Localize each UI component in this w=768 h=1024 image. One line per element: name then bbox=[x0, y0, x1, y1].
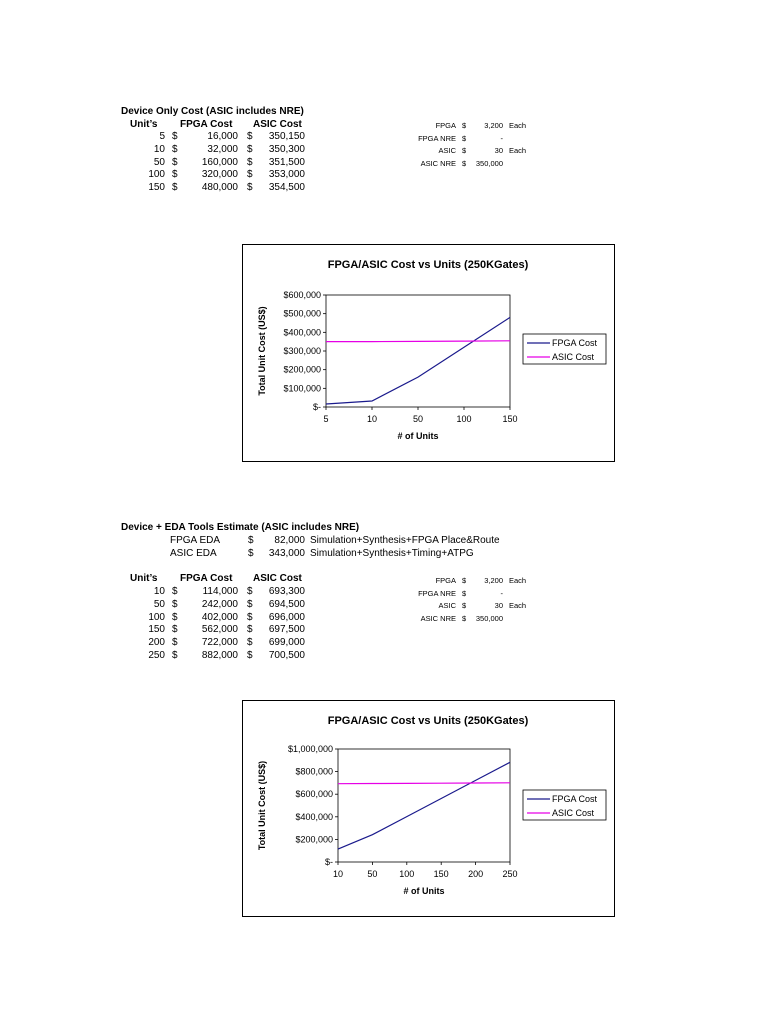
section1-title: Device Only Cost (ASIC includes NRE) bbox=[121, 106, 304, 117]
units-cell: 200 bbox=[148, 637, 165, 648]
assumption-value: - bbox=[500, 588, 503, 598]
assumption-currency: $ bbox=[462, 158, 467, 168]
x-tick-label: 10 bbox=[366, 414, 378, 424]
currency-cell: $ bbox=[172, 156, 178, 168]
y-tick-label: $1,000,000 bbox=[287, 744, 333, 754]
asic-cost-cell: 353,000 bbox=[268, 169, 305, 181]
asic-cost-cell: 693,300 bbox=[268, 586, 305, 597]
fpga-cost-cell: 16,000 bbox=[207, 131, 238, 142]
x-tick-label: 150 bbox=[433, 869, 449, 879]
units-cell: 100 bbox=[148, 611, 165, 623]
assumption-currency: $ bbox=[462, 613, 467, 623]
asic-cost-cell: 697,500 bbox=[268, 624, 305, 636]
currency-cell: $ bbox=[172, 611, 178, 623]
currency-cell: $ bbox=[247, 156, 253, 168]
fpga-cost-cell: 402,000 bbox=[201, 611, 238, 623]
currency-cell: $ bbox=[172, 598, 178, 610]
y-tick-label: $200,000 bbox=[283, 364, 321, 375]
currency-cell: $ bbox=[247, 637, 253, 648]
currency-cell: $ bbox=[172, 131, 178, 142]
fpga-eda-value: 82,000 bbox=[274, 535, 305, 546]
units-cell: 150 bbox=[148, 624, 165, 636]
assumption-label: FPGA NRE bbox=[418, 588, 456, 598]
x-tick-label: 250 bbox=[502, 869, 518, 879]
asic-cost-cell: 350,300 bbox=[268, 143, 305, 155]
fpga-eda-desc: Simulation+Synthesis+FPGA Place&Route bbox=[310, 535, 500, 546]
units-header: Unit’s bbox=[130, 119, 158, 130]
chart2 bbox=[243, 701, 614, 916]
currency-cell: $ bbox=[172, 586, 178, 597]
y-tick-label: $- bbox=[324, 857, 333, 867]
assumption-currency: $ bbox=[462, 601, 467, 610]
fpga-cost-header: FPGA Cost bbox=[180, 119, 233, 130]
y-tick-label: $800,000 bbox=[295, 766, 333, 777]
assumption-value: 30 bbox=[494, 146, 503, 155]
fpga-cost-cell: 562,000 bbox=[201, 624, 238, 636]
assumption-unit: Each bbox=[509, 121, 527, 130]
assumption-value: 350,000 bbox=[475, 158, 503, 168]
fpga-cost-cell: 882,000 bbox=[201, 649, 238, 661]
currency-cell: $ bbox=[247, 131, 253, 142]
assumption-currency: $ bbox=[462, 133, 467, 143]
units-cell: 100 bbox=[148, 169, 165, 181]
fpga-cost-cell: 320,000 bbox=[201, 169, 238, 181]
asic-cost-cell: 699,000 bbox=[268, 637, 305, 648]
asic-cost-cell: 351,500 bbox=[268, 156, 305, 168]
x-tick-label: 150 bbox=[502, 414, 518, 424]
y-tick-label: $100,000 bbox=[283, 383, 321, 394]
assumption-unit: Each bbox=[509, 576, 527, 585]
asic-cost-cell: 694,500 bbox=[268, 598, 305, 610]
assumption-label: FPGA bbox=[435, 576, 456, 585]
x-axis-label: # of Units bbox=[397, 431, 439, 441]
assumption-value: 30 bbox=[494, 601, 503, 610]
assumption-label: ASIC bbox=[438, 601, 456, 610]
assumption-label: FPGA bbox=[435, 121, 456, 130]
currency-cell: $ bbox=[247, 598, 253, 610]
units-cell: 10 bbox=[153, 143, 165, 155]
assumption-value: 3,200 bbox=[484, 121, 503, 130]
fpga-cost-cell: 32,000 bbox=[207, 143, 238, 155]
assumption-currency: $ bbox=[462, 576, 467, 585]
legend-label: FPGA Cost bbox=[552, 794, 598, 804]
currency-cell: $ bbox=[172, 637, 178, 648]
currency-cell: $ bbox=[247, 182, 253, 193]
y-tick-label: $400,000 bbox=[295, 811, 333, 822]
chart-title: FPGA/ASIC Cost vs Units (250KGates) bbox=[327, 715, 529, 727]
asic-cost-header: ASIC Cost bbox=[253, 573, 302, 584]
y-tick-label: $600,000 bbox=[283, 290, 321, 300]
asic-eda-label: ASIC EDA bbox=[170, 548, 217, 559]
plot-area bbox=[326, 295, 510, 407]
x-tick-label: 10 bbox=[332, 869, 344, 879]
assumption-label: ASIC NRE bbox=[420, 613, 456, 623]
asic-cost-cell: 696,000 bbox=[268, 611, 305, 623]
chart1 bbox=[243, 245, 614, 461]
fpga-cost-header: FPGA Cost bbox=[180, 573, 233, 584]
fpga-cost-cell: 114,000 bbox=[202, 586, 238, 597]
legend-label: ASIC Cost bbox=[552, 808, 595, 818]
units-cell: 5 bbox=[159, 131, 165, 142]
fpga-eda-label: FPGA EDA bbox=[170, 535, 221, 546]
asic-cost-cell: 354,500 bbox=[268, 182, 305, 193]
units-cell: 50 bbox=[153, 156, 165, 168]
currency-cell: $ bbox=[172, 649, 178, 661]
y-tick-label: $500,000 bbox=[283, 308, 321, 319]
asic-eda-desc: Simulation+Synthesis+Timing+ATPG bbox=[310, 548, 474, 559]
y-tick-label: $- bbox=[312, 402, 321, 412]
fpga-cost-cell: 480,000 bbox=[201, 182, 238, 193]
legend-label: FPGA Cost bbox=[552, 338, 598, 348]
currency-cell: $ bbox=[247, 624, 253, 636]
asic-cost-cell: 350,150 bbox=[268, 131, 305, 142]
x-tick-label: 100 bbox=[456, 414, 472, 424]
asic-cost-cell: 700,500 bbox=[268, 649, 305, 661]
plot-area bbox=[338, 749, 510, 862]
fpga-cost-cell: 242,000 bbox=[201, 598, 238, 610]
chart1-frame bbox=[242, 244, 615, 462]
y-axis-label: Total Unit Cost (US$) bbox=[257, 306, 267, 396]
assumption-unit: Each bbox=[509, 601, 527, 610]
y-tick-label: $400,000 bbox=[283, 327, 321, 338]
units-cell: 150 bbox=[148, 182, 165, 193]
units-cell: 10 bbox=[153, 586, 165, 597]
units-cell: 250 bbox=[148, 649, 165, 661]
y-axis-label: Total Unit Cost (US$) bbox=[257, 760, 267, 851]
x-tick-label: 100 bbox=[399, 869, 415, 879]
assumption-currency: $ bbox=[462, 146, 467, 155]
units-cell: 50 bbox=[153, 598, 165, 610]
assumption-unit: Each bbox=[509, 146, 527, 155]
asic-cost-header: ASIC Cost bbox=[253, 119, 302, 130]
currency-cell: $ bbox=[247, 169, 253, 181]
chart-title: FPGA/ASIC Cost vs Units (250KGates) bbox=[327, 259, 529, 271]
chart2-frame bbox=[242, 700, 615, 917]
x-tick-label: 50 bbox=[367, 869, 378, 879]
currency-cell: $ bbox=[172, 143, 178, 155]
legend-label: ASIC Cost bbox=[552, 352, 595, 362]
x-axis-label: # of Units bbox=[403, 886, 445, 896]
asic-eda-currency: $ bbox=[248, 548, 254, 559]
assumption-value: - bbox=[500, 133, 503, 143]
fpga-eda-currency: $ bbox=[248, 535, 254, 546]
asic-eda-value: 343,000 bbox=[268, 548, 305, 559]
assumption-label: ASIC bbox=[438, 146, 456, 155]
fpga-cost-cell: 160,000 bbox=[201, 156, 238, 168]
units-header: Unit’s bbox=[130, 573, 158, 584]
y-tick-label: $600,000 bbox=[295, 789, 333, 800]
assumption-value: 3,200 bbox=[484, 576, 503, 585]
assumption-currency: $ bbox=[462, 588, 467, 598]
assumption-label: FPGA NRE bbox=[418, 133, 456, 143]
x-tick-label: 50 bbox=[412, 414, 424, 424]
currency-cell: $ bbox=[247, 611, 253, 623]
assumption-currency: $ bbox=[462, 121, 467, 130]
assumption-value: 350,000 bbox=[475, 613, 503, 623]
currency-cell: $ bbox=[172, 169, 178, 181]
currency-cell: $ bbox=[172, 624, 178, 636]
currency-cell: $ bbox=[247, 143, 253, 155]
assumption-label: ASIC NRE bbox=[420, 158, 456, 168]
y-tick-label: $200,000 bbox=[295, 834, 333, 845]
fpga-cost-cell: 722,000 bbox=[201, 637, 238, 648]
currency-cell: $ bbox=[247, 649, 253, 661]
x-tick-label: 200 bbox=[468, 869, 484, 879]
x-tick-label: 5 bbox=[323, 414, 329, 424]
y-tick-label: $300,000 bbox=[283, 346, 321, 356]
section2-title: Device + EDA Tools Estimate (ASIC includes NRE) bbox=[121, 522, 360, 533]
currency-cell: $ bbox=[172, 182, 178, 193]
currency-cell: $ bbox=[247, 586, 253, 597]
